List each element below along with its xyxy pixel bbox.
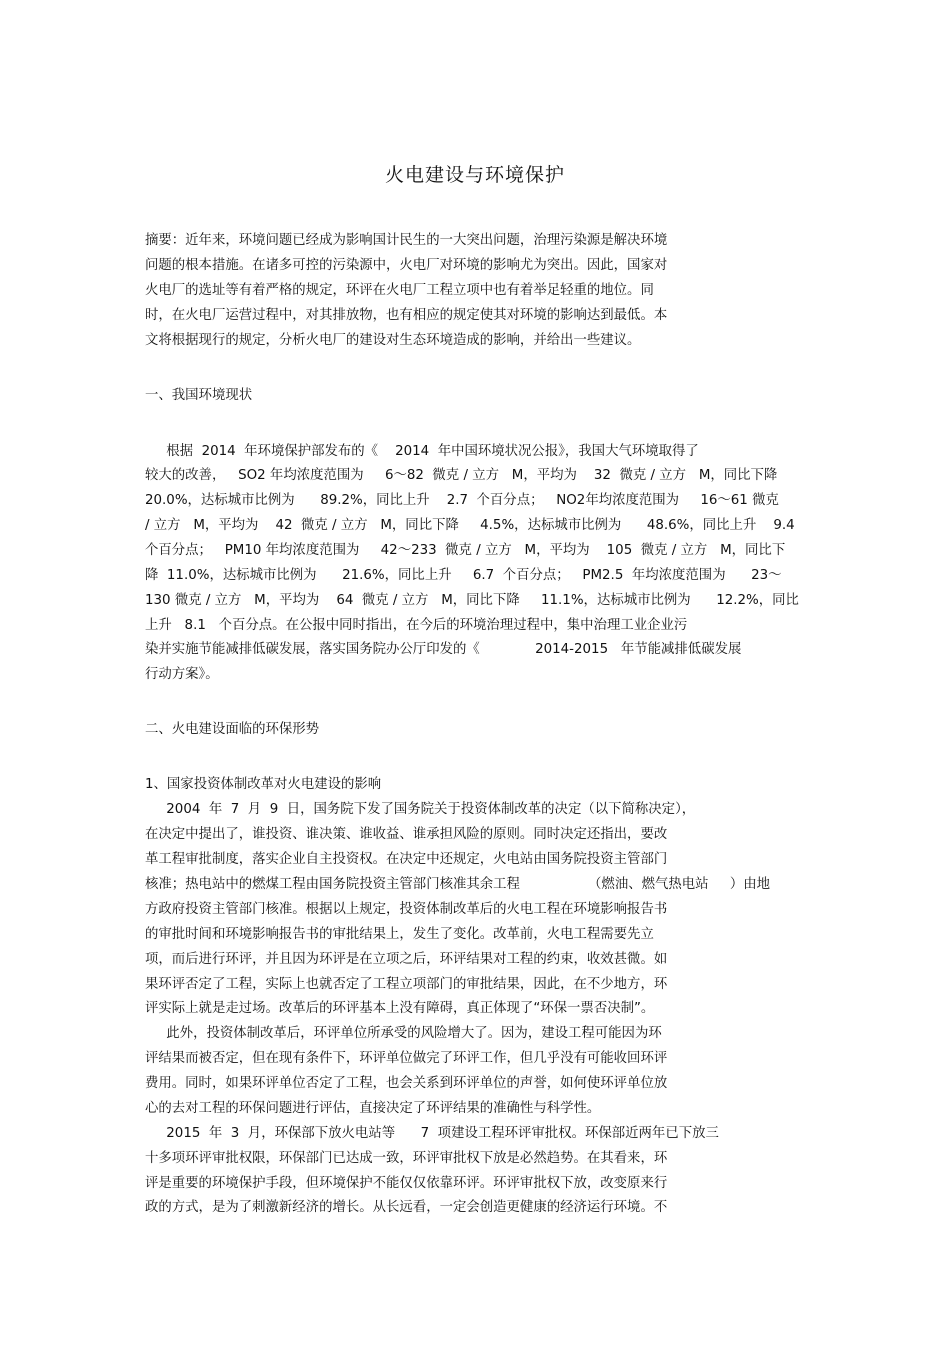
para-b-line-3: 费用。同时，如果环评单位否定了工程，也会关系到环评单位的声誉，如何使环评单位放 (145, 1076, 668, 1091)
para-a-line-9: 评实际上就是走过场。改革后的环评基本上没有障碍，真正体现了“环保一票否决制”。 (145, 1001, 655, 1016)
abstract-line-1: 摘要：近年来，环境问题已经成为影响国计民生的一大突出问题，治理污染源是解决环境 (145, 233, 668, 248)
para-a-line-1: 2004 年 7 月 9 日，国务院下发了国务院关于投资体制改革的决定（以下简称决定）， (145, 802, 696, 817)
abstract-line-2: 问题的根本措施。在诸多可控的污染源中，火电厂对环境的影响尤为突出。因此，国家对 (145, 258, 668, 273)
para-a-line-2: 在决定中提出了，谁投资、谁决策、谁收益、谁承担风险的原则。同时决定还指出，要改 (145, 827, 668, 842)
para-a-line-6: 的审批时间和环境影响报告书的审批结果上，发生了变化。改革前，火电工程需要先立 (145, 927, 654, 942)
abstract-line-3: 火电厂的选址等有着严格的规定，环评在火电厂工程立项中也有着举足轻重的地位。同 (145, 283, 654, 298)
para-c-line-3: 评是重要的环境保护手段，但环境保护不能仅仅依靠环评。环评审批权下放，改变原来行 (145, 1176, 668, 1191)
section1-line-1: 根据 2014 年环境保护部发布的《 2014 年中国环境状况公报》，我国大气环境取得了 (145, 444, 699, 459)
section1-line-9: 染并实施节能减排低碳发展，落实国务院办公厅印发的《 2014-2015 年节能减排低碳发展 (145, 642, 742, 657)
section1-line-4: / 立方 M，平均为 42 微克 / 立方 M，同比下降 4.5%，达标城市比例为 48.6%，同比上升 9.4 (145, 518, 795, 533)
section1-line-8: 上升 8.1 个百分点。在公报中同时指出，在今后的环境治理过程中，集中治理工业企业污 (145, 618, 688, 633)
para-a-line-4: 核准；热电站中的燃煤工程由国务院投资主管部门核准其余工程 （燃油、燃气热电站 ）由地 (145, 877, 771, 892)
section1-line-3: 20.0%，达标城市比例为 89.2%，同比上升 2.7 个百分点； NO2年均浓度范围为 16～61 微克 (145, 493, 779, 508)
subsection-heading-1: 1、国家投资体制改革对火电建设的影响 (145, 777, 382, 792)
abstract-line-5: 文将根据现行的规定，分析火电厂的建设对生态环境造成的影响，并给出一些建议。 (145, 333, 641, 348)
section1-line-5: 个百分点； PM10 年均浓度范围为 42～233 微克 / 立方 M，平均为 105 微克 / 立方 M，同比下 (145, 543, 786, 558)
para-c-line-4: 政的方式，是为了刺激新经济的增长。从长远看，一定会创造更健康的经济运行环境。不 (145, 1200, 668, 1215)
para-c-line-2: 十多项环评审批权限，环保部门已达成一致，环评审批权下放是必然趋势。在其看来，环 (145, 1151, 668, 1166)
section-heading-1: 一、我国环境现状 (145, 388, 253, 403)
section1-line-10: 行动方案》。 (145, 667, 219, 682)
para-c-line-1: 2015 年 3 月，环保部下放火电站等 7 项建设工程环评审批权。环保部近两年已下放三 (145, 1126, 719, 1141)
section1-line-2: 较大的改善， SO2 年均浓度范围为 6～82 微克 / 立方 M，平均为 32 微克 / 立方 M，同比下降 (145, 468, 778, 483)
abstract-line-4: 时，在火电厂运营过程中，对其排放物，也有相应的规定使其对环境的影响达到最低。本 (145, 308, 668, 323)
para-a-line-8: 果环评否定了工程，实际上也就否定了工程立项部门的审批结果，因此，在不少地方，环 (145, 977, 668, 992)
page-title: 火电建设与环境保护 (384, 164, 565, 186)
section-heading-2: 二、火电建设面临的环保形势 (145, 722, 320, 737)
section1-line-7: 130 微克 / 立方 M，平均为 64 微克 / 立方 M，同比下降 11.1%，达标城市比例为 12.2%，同比 (145, 593, 799, 608)
para-b-line-2: 评结果而被否定，但在现有条件下，环评单位做完了环评工作，但几乎没有可能收回环评 (145, 1051, 668, 1066)
para-a-line-5: 方政府投资主管部门核准。根据以上规定，投资体制改革后的火电工程在环境影响报告书 (145, 902, 668, 917)
section1-line-6: 降 11.0%，达标城市比例为 21.6%，同比上升 6.7 个百分点； PM2.5 年均浓度范围为 23～ (145, 568, 782, 583)
para-b-line-4: 心的去对工程的环保问题进行评估，直接决定了环评结果的准确性与科学性。 (145, 1101, 601, 1116)
para-a-line-3: 革工程审批制度，落实企业自主投资权。在决定中还规定，火电站由国务院投资主管部门 (145, 852, 668, 867)
para-b-line-1: 此外，投资体制改革后，环评单位所承受的风险增大了。因为，建设工程可能因为环 (145, 1026, 662, 1041)
para-a-line-7: 项，而后进行环评，并且因为环评是在立项之后，环评结果对工程的约束，收效甚微。如 (145, 952, 668, 967)
